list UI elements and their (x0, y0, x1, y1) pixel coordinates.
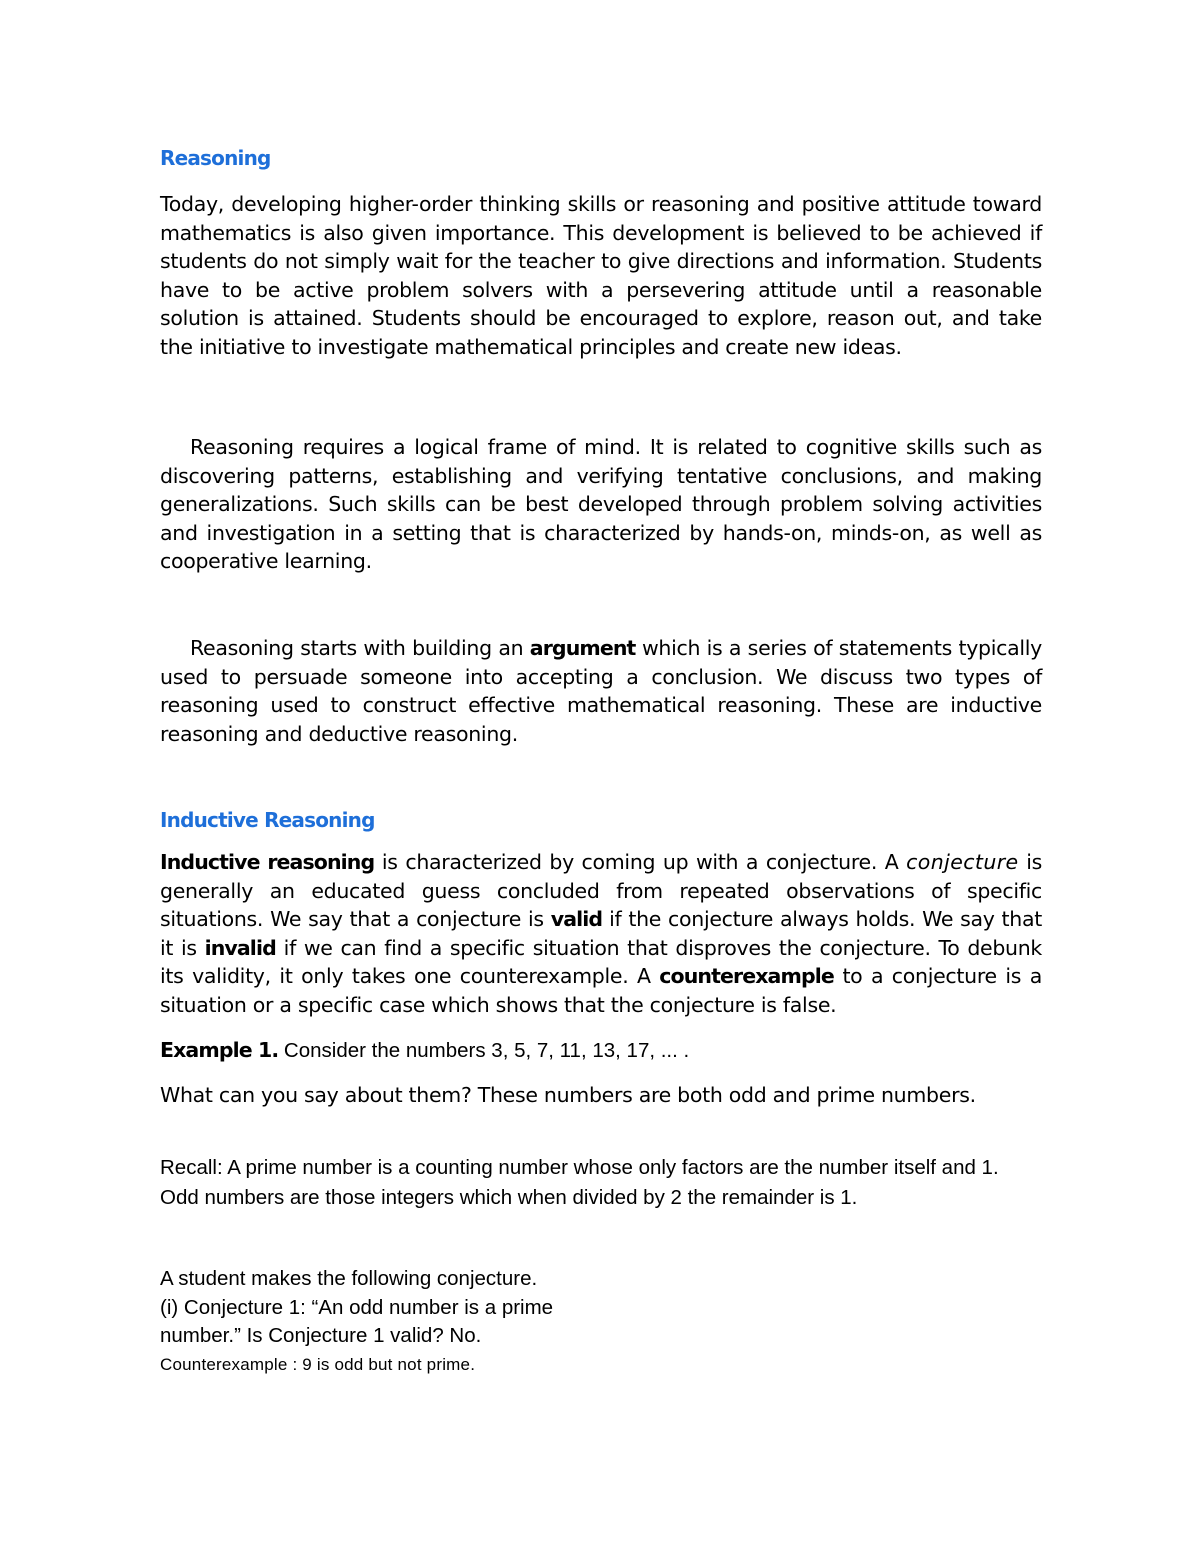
term-counterexample: counterexample (659, 964, 834, 989)
argument-text-before: Reasoning starts with building an (190, 636, 530, 660)
argument-text-after: which is a series of statements typically used to persuade someone into accepting a conclusion. We discuss two types of reasoning used to construct effective mathematical reasoning. These are inductive reasoning and deductive reasoning. (160, 636, 1042, 746)
conjecture-intro: A student makes the following conjecture. (160, 1267, 538, 1290)
conjecture-block (160, 1265, 1042, 1379)
conjecture-question: number.” Is Conjecture 1 valid? No. (160, 1324, 482, 1348)
example-1 (160, 1036, 1042, 1066)
heading-inductive-reasoning: Inductive Reasoning (160, 808, 375, 832)
term-inductive-reasoning: Inductive reasoning (160, 850, 375, 874)
recall-text: Recall: A prime number is a counting number whose only factors are the number itself and 1. Odd numbers are those integers which when divided by 2 the remainder is 1. (160, 1156, 999, 1209)
term-invalid: invalid (204, 935, 276, 960)
paragraph-argument (160, 634, 1042, 748)
example-label: Example 1. (160, 1038, 279, 1062)
definition-text-5: to a conjecture is a situation or a specific case which shows that the conjecture is false. (160, 964, 1042, 1017)
counterexample-line: Counterexample : 9 is odd but not prime. (160, 1354, 476, 1374)
definition-text-2: is generally an educated guess concluded from repeated observations of specific situations. We say that a conjecture is (160, 850, 1043, 932)
paragraph-intro: Today, developing higher-order thinking skills or reasoning and positive attitude toward mathematics is also given importance. This development is believed to be achieved if students do not simply wait for the teacher to give directions and information. Students have to be active problem solvers with a persevering attitude until a reasonable solution is attained. Students should be encouraged to explore, reason out, and take the initiative to investigate mathematical principles and create new ideas. (160, 192, 1042, 359)
paragraph-odd-prime: What can you say about them? These numbers are both odd and prime numbers. (160, 1083, 976, 1107)
paragraph-recall (160, 1153, 1042, 1212)
paragraph-inductive-definition (160, 848, 1042, 1020)
term-argument: argument (529, 636, 636, 660)
definition-text-4: if we can find a specific situation that disproves the conjecture. To debunk its validity, it only takes one counterexample. A (160, 935, 1043, 989)
example-text: Consider the numbers 3, 5, 7, 11, 13, 17, ... . (278, 1039, 690, 1062)
definition-text-1: is characterized by coming up with a conjecture. A (374, 850, 907, 874)
paragraph-logical-frame: Reasoning requires a logical frame of mind. It is related to cognitive skills such as discovering patterns, establishing and verifying tentative conclusions, and making generalizations. Such skills can be best developed through problem solving activities and investigation in a setting that is characterized by hands-on, minds-on, as well as cooperative learning. (160, 435, 1042, 574)
conjecture-statement: (i) Conjecture 1: “An odd number is a prime (160, 1295, 554, 1319)
definition-text-3: if the conjecture always holds. We say that it is (160, 907, 1042, 960)
term-valid: valid (550, 907, 603, 932)
heading-reasoning: Reasoning (160, 146, 271, 170)
term-conjecture: conjecture (906, 850, 1019, 874)
